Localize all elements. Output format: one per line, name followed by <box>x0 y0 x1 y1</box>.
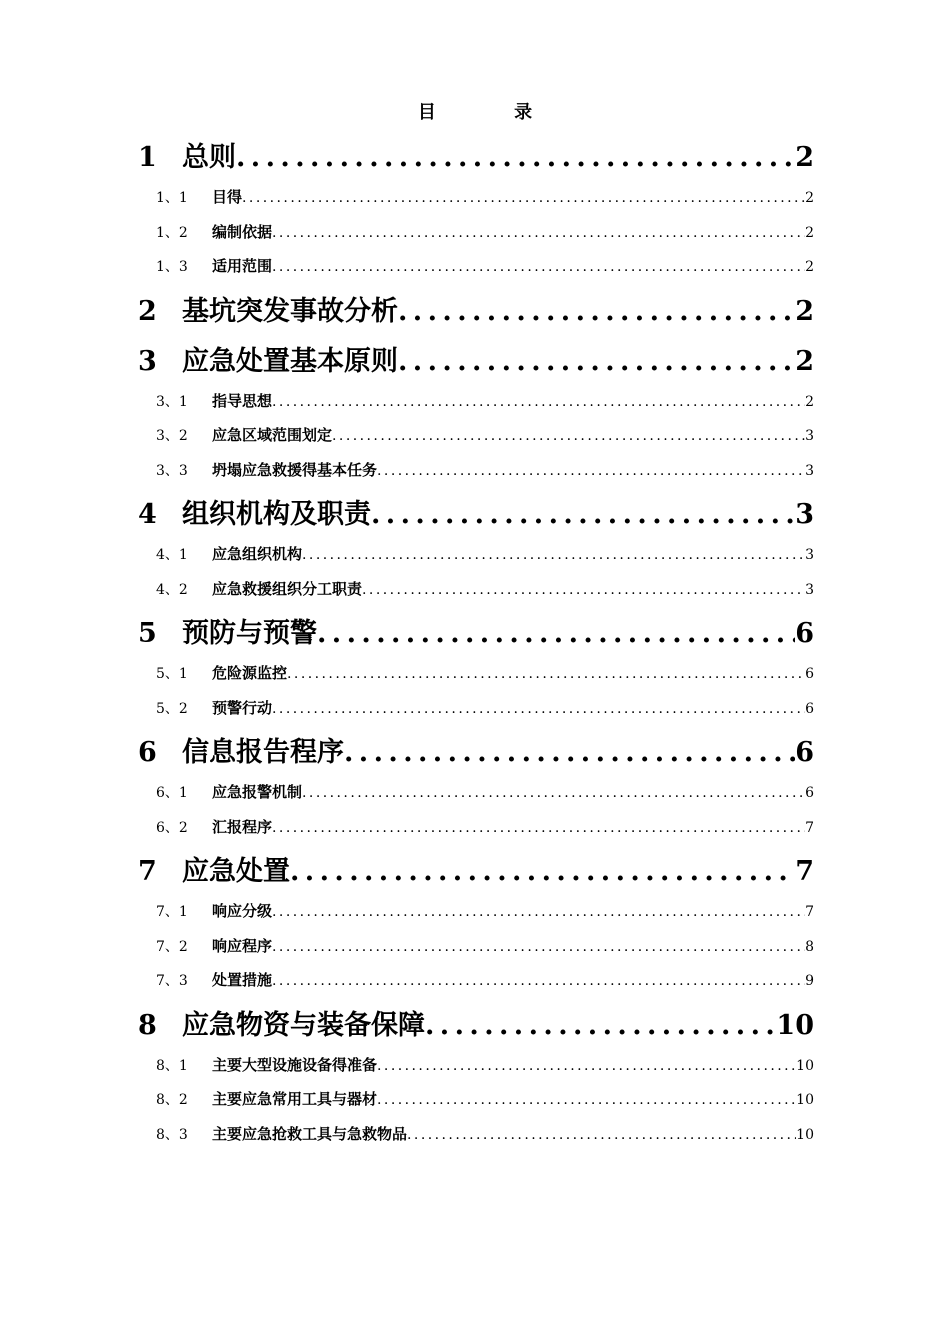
toc-entry-label: 预防与预警 <box>182 618 317 649</box>
toc-entry-number: 3 <box>138 345 157 377</box>
toc-entry-label: 响应程序 <box>212 936 273 955</box>
toc-entry-page-number: 6 <box>795 618 814 649</box>
toc-entry-number: 8 <box>138 1009 157 1041</box>
toc-section-entry[interactable] <box>138 572 814 607</box>
toc-dot-leader <box>407 1118 796 1152</box>
toc-entry-number: 4、1 <box>156 547 188 563</box>
toc-dot-leader <box>272 385 805 419</box>
toc-entry-number: 6、2 <box>156 819 188 836</box>
toc-entry-number: 1 <box>138 142 157 173</box>
toc-entry-page-number: 2 <box>795 345 814 377</box>
toc-entry-page-number: 3 <box>805 428 814 444</box>
toc-dot-leader <box>302 776 805 810</box>
toc-dot-leader <box>272 250 805 284</box>
toc-section-entry[interactable] <box>138 929 814 964</box>
toc-entry-label: 指导思想 <box>212 391 273 410</box>
toc-dot-leader <box>377 454 805 488</box>
toc-dot-leader <box>371 493 795 537</box>
toc-chapter-entry[interactable] <box>138 731 814 775</box>
toc-section-entry[interactable] <box>138 810 814 845</box>
toc-entry-number: 1、3 <box>156 259 188 275</box>
toc-entry-number: 7、2 <box>156 938 188 955</box>
toc-entry-label: 基坑突发事故分析 <box>182 295 398 327</box>
table-of-contents <box>138 130 814 1151</box>
toc-entry-page-number: 10 <box>796 1092 814 1108</box>
toc-entry-number: 3、2 <box>156 428 188 444</box>
toc-dot-leader <box>242 181 805 215</box>
toc-entry-number: 8、2 <box>156 1092 188 1108</box>
toc-section-entry[interactable] <box>138 180 814 215</box>
toc-entry-page-number: 7 <box>805 819 814 836</box>
toc-entry-label: 坍塌应急救援得基本任务 <box>212 460 378 479</box>
toc-entry-label: 应急救援组织分工职责 <box>212 579 363 598</box>
toc-section-entry[interactable] <box>138 537 814 572</box>
toc-section-entry[interactable] <box>138 215 814 250</box>
toc-entry-number: 3、1 <box>156 393 188 410</box>
toc-entry-number: 6、1 <box>156 785 188 801</box>
toc-entry-label: 主要应急常用工具与器材 <box>212 1090 378 1108</box>
toc-entry-number: 7 <box>138 856 157 887</box>
toc-entry-page-number: 3 <box>805 462 814 479</box>
toc-entry-label: 处置措施 <box>212 971 273 989</box>
toc-section-entry[interactable] <box>138 894 814 929</box>
toc-entry-label: 应急区域范围划定 <box>212 426 333 444</box>
toc-chapter-entry[interactable] <box>138 340 814 384</box>
toc-dot-leader <box>272 692 805 726</box>
toc-entry-page-number: 2 <box>805 259 814 275</box>
toc-entry-page-number: 2 <box>805 190 814 206</box>
toc-entry-label: 主要应急抢救工具与急救物品 <box>212 1124 408 1143</box>
toc-section-entry[interactable] <box>138 249 814 284</box>
toc-dot-leader <box>362 573 805 607</box>
toc-entry-label: 应急组织机构 <box>212 545 303 563</box>
toc-entry-label: 目得 <box>212 188 243 206</box>
toc-chapter-entry[interactable] <box>138 136 814 180</box>
toc-dot-leader <box>344 731 795 775</box>
toc-entry-page-number: 2 <box>805 393 814 410</box>
toc-section-entry[interactable] <box>138 1117 814 1152</box>
toc-entry-number: 1、2 <box>156 224 188 241</box>
toc-section-entry[interactable] <box>138 656 814 691</box>
toc-entry-number: 4 <box>138 499 157 530</box>
toc-entry-page-number: 3 <box>795 499 814 530</box>
toc-dot-leader <box>425 1004 776 1048</box>
toc-entry-number: 5 <box>138 618 157 649</box>
toc-dot-leader <box>377 1083 796 1117</box>
toc-dot-leader <box>317 612 795 656</box>
toc-title: 目 录 <box>417 102 569 123</box>
toc-dot-leader <box>272 811 805 845</box>
toc-chapter-entry[interactable] <box>138 612 814 656</box>
toc-entry-label: 应急物资与装备保障 <box>182 1009 425 1041</box>
toc-section-entry[interactable] <box>138 775 814 810</box>
toc-entry-label: 响应分级 <box>212 902 273 920</box>
toc-section-entry[interactable] <box>138 691 814 726</box>
toc-entry-number: 5、1 <box>156 666 188 682</box>
toc-entry-page-number: 2 <box>795 142 814 173</box>
toc-entry-number: 3、3 <box>156 462 188 479</box>
toc-entry-page-number: 10 <box>776 1009 814 1041</box>
toc-entry-number: 2 <box>138 295 157 327</box>
toc-chapter-entry[interactable] <box>138 1004 814 1048</box>
toc-entry-number: 7、3 <box>156 973 188 989</box>
toc-entry-page-number: 10 <box>796 1126 814 1143</box>
toc-entry-page-number: 7 <box>805 904 814 920</box>
toc-entry-page-number: 10 <box>796 1057 814 1074</box>
toc-section-entry[interactable] <box>138 963 814 998</box>
toc-entry-label: 应急报警机制 <box>212 783 303 801</box>
toc-dot-leader <box>287 657 805 691</box>
toc-entry-label: 组织机构及职责 <box>182 499 371 530</box>
toc-dot-leader <box>236 136 795 180</box>
toc-entry-page-number: 8 <box>805 938 814 955</box>
toc-entry-label: 应急处置 <box>182 856 290 887</box>
toc-dot-leader <box>398 340 795 384</box>
toc-dot-leader <box>398 290 795 334</box>
toc-entry-number: 1、1 <box>156 190 188 206</box>
toc-entry-label: 总则 <box>182 142 236 173</box>
toc-entry-page-number: 6 <box>805 785 814 801</box>
toc-entry-label: 主要大型设施设备得准备 <box>212 1055 378 1074</box>
toc-chapter-entry[interactable] <box>138 493 814 537</box>
toc-chapter-entry[interactable] <box>138 850 814 894</box>
toc-chapter-entry[interactable] <box>138 290 814 334</box>
toc-dot-leader <box>332 419 805 453</box>
toc-dot-leader <box>272 216 805 250</box>
toc-section-entry[interactable] <box>138 1082 814 1117</box>
toc-entry-number: 8、3 <box>156 1126 188 1143</box>
toc-section-entry[interactable] <box>138 418 814 453</box>
toc-entry-page-number: 3 <box>805 581 814 598</box>
toc-entry-label: 信息报告程序 <box>182 737 344 768</box>
toc-entry-page-number: 2 <box>805 224 814 241</box>
toc-dot-leader <box>272 895 805 929</box>
toc-entry-number: 7、1 <box>156 904 188 920</box>
toc-entry-page-number: 2 <box>795 295 814 327</box>
toc-dot-leader <box>290 850 795 894</box>
toc-entry-label: 适用范围 <box>212 257 273 275</box>
toc-entry-page-number: 6 <box>805 700 814 717</box>
toc-entry-number: 4、2 <box>156 581 188 598</box>
toc-entry-label: 预警行动 <box>212 698 273 717</box>
toc-section-entry[interactable] <box>138 1048 814 1083</box>
toc-entry-page-number: 9 <box>805 973 814 989</box>
toc-entry-number: 8、1 <box>156 1057 188 1074</box>
toc-dot-leader <box>272 930 805 964</box>
toc-entry-page-number: 6 <box>795 737 814 768</box>
toc-entry-page-number: 3 <box>805 547 814 563</box>
toc-dot-leader <box>377 1049 796 1083</box>
toc-entry-number: 5、2 <box>156 700 188 717</box>
toc-entry-label: 汇报程序 <box>212 817 273 836</box>
toc-entry-page-number: 6 <box>805 666 814 682</box>
toc-entry-page-number: 7 <box>795 856 814 887</box>
toc-section-entry[interactable] <box>138 384 814 419</box>
toc-dot-leader <box>272 964 805 998</box>
toc-section-entry[interactable] <box>138 453 814 488</box>
toc-entry-label: 危险源监控 <box>212 664 288 682</box>
toc-entry-label: 编制依据 <box>212 222 273 241</box>
toc-entry-label: 应急处置基本原则 <box>182 345 398 377</box>
toc-entry-number: 6 <box>138 737 157 768</box>
toc-dot-leader <box>302 538 805 572</box>
